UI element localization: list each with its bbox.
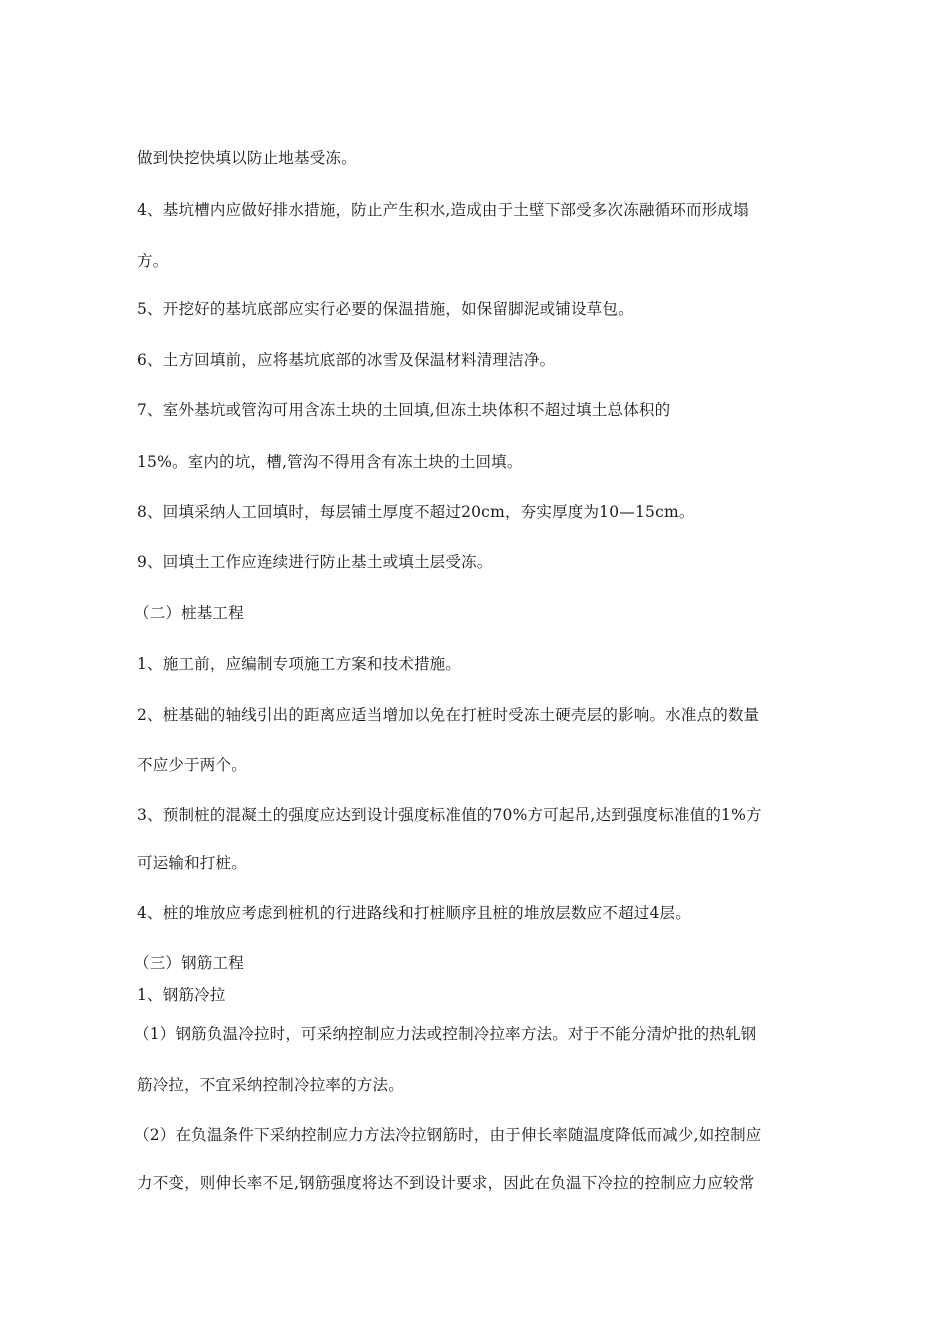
text-line: 1、钢筋冷拉	[137, 986, 226, 1004]
text-line: 15%。室内的坑，槽,管沟不得用含有冻土块的土回填。	[137, 453, 523, 471]
text-line: 7、室外基坑或管沟可用含冻土块的土回填,但冻土块体积不超过填土总体积的	[137, 401, 671, 419]
text-line: 4、桩的堆放应考虑到桩机的行进路线和打桩顺序且桩的堆放层数应不超过4层。	[137, 904, 691, 922]
text-line: 方。	[137, 252, 169, 270]
text-line: 4、基坑槽内应做好排水措施，防止产生积水,造成由于土壁下部受多次冻融循环而形成塌	[137, 201, 749, 219]
text-line: 力不变，则伸长率不足,钢筋强度将达不到设计要求，因此在负温下冷拉的控制应力应较常	[137, 1174, 755, 1192]
text-line: 9、回填土工作应连续进行防止基土或填土层受冻。	[137, 553, 493, 571]
text-line: 做到快挖快填以防止地基受冻。	[137, 149, 357, 167]
text-line: 5、开挖好的基坑底部应实行必要的保温措施，如保留脚泥或铺设草包。	[137, 300, 634, 318]
text-line: 可运输和打桩。	[137, 854, 247, 872]
text-line: 2、桩基础的轴线引出的距离应适当增加以免在打桩时受冻土硬壳层的影响。水准点的数量	[137, 706, 760, 724]
text-line: 8、回填采纳人工回填时，每层铺土厚度不超过20cm，夯实厚度为10—15cm。	[137, 503, 695, 521]
text-line: 不应少于两个。	[137, 756, 247, 774]
text-line: 6、土方回填前，应将基坑底部的冰雪及保温材料清理洁净。	[137, 351, 556, 369]
text-line: 1、施工前，应编制专项施工方案和技术措施。	[137, 655, 462, 673]
text-line: 筋冷拉，不宜采纳控制冷拉率的方法。	[137, 1076, 404, 1094]
section-heading: （三）钢筋工程	[134, 954, 244, 972]
text-line: （2）在负温条件下采纳控制应力方法冷拉钢筋时，由于伸长率随温度降低而减少,如控制应	[134, 1126, 762, 1144]
text-line: （1）钢筋负温冷拉时，可采纳控制应力法或控制冷拉率方法。对于不能分清炉批的热轧钢	[134, 1025, 757, 1043]
section-heading: （二）桩基工程	[134, 604, 244, 622]
text-line: 3、预制桩的混凝土的强度应达到设计强度标准值的70%方可起吊,达到强度标准值的1%方	[137, 806, 762, 824]
